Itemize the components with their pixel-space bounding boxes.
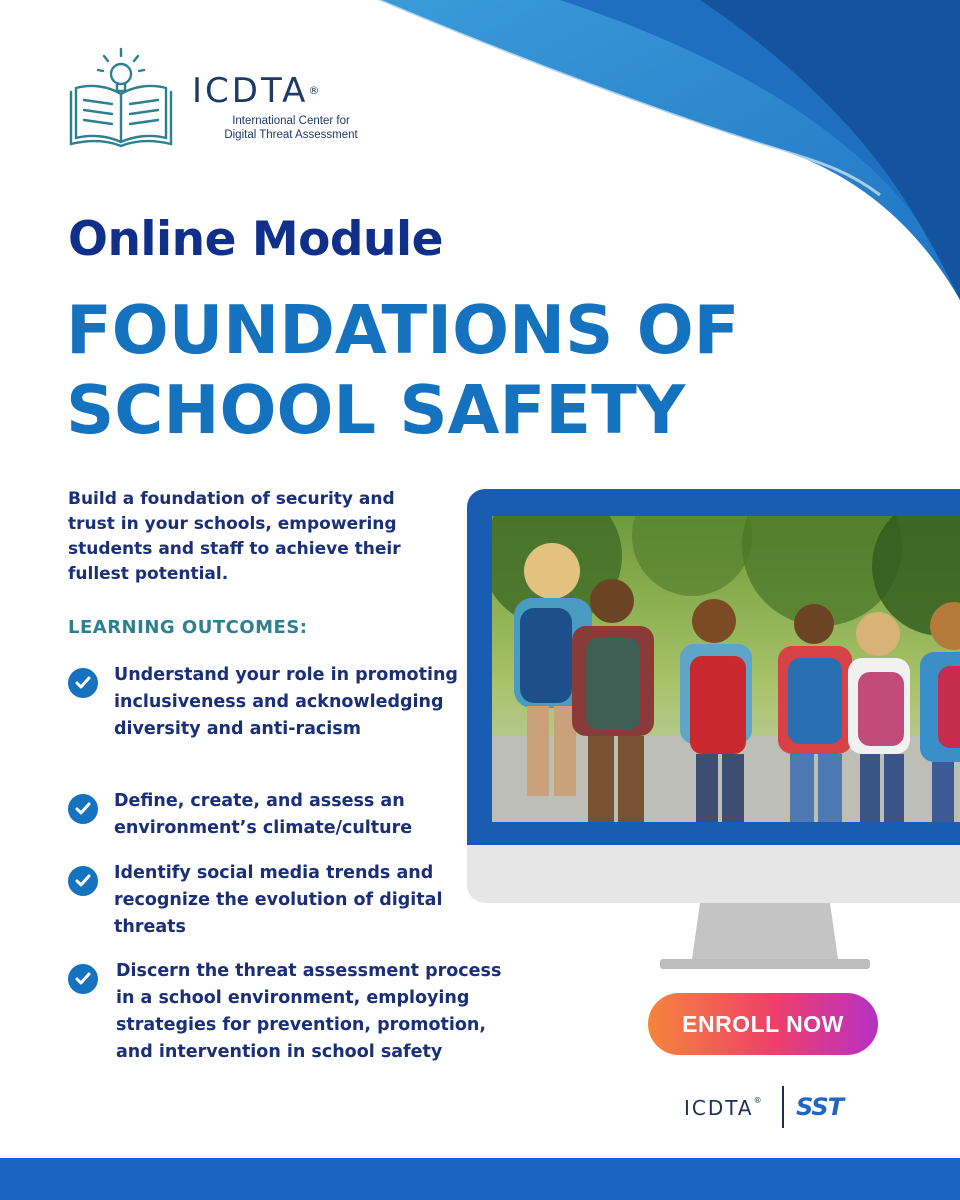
check-circle-icon bbox=[68, 668, 98, 698]
children-walking-photo bbox=[492, 516, 960, 822]
intro-text: Build a foundation of security and trust in your schools, empowering students and staff to achieve their fullest potential. bbox=[68, 489, 401, 584]
outcome-text: Discern the threat assessment process in a school environment, employing strategies for prevention, promotion, and intervention in school safety bbox=[116, 961, 502, 1062]
footer-logos bbox=[684, 1084, 864, 1130]
bottom-bar bbox=[0, 1158, 960, 1200]
outcome-text: Define, create, and assess an environment’s climate/culture bbox=[114, 791, 413, 838]
enroll-now-button[interactable]: ENROLL NOW bbox=[648, 993, 878, 1055]
brand-logo bbox=[66, 44, 366, 154]
check-circle-icon bbox=[68, 794, 98, 824]
outcome-text: Understand your role in promoting inclusiveness and acknowledging diversity and anti-racism bbox=[114, 665, 458, 739]
open-book-lightbulb-icon bbox=[66, 44, 176, 154]
brand-name: ICDTA® bbox=[192, 71, 320, 111]
monitor-stand bbox=[660, 903, 870, 969]
check-circle-icon bbox=[68, 866, 98, 896]
monitor-screen bbox=[492, 516, 960, 822]
footer-divider bbox=[782, 1086, 784, 1128]
course-title: FOUNDATIONS OF SCHOOL SAFETY bbox=[66, 291, 740, 449]
check-circle-icon bbox=[68, 964, 98, 994]
brand-subtitle: International Center for Digital Threat Assessment bbox=[224, 115, 358, 141]
partner-logo: SST bbox=[796, 1093, 844, 1121]
module-label: Online Module bbox=[68, 212, 443, 267]
outcome-text: Identify social media trends and recognize the evolution of digital threats bbox=[114, 863, 443, 937]
outcomes-heading: LEARNING OUTCOMES: bbox=[68, 617, 308, 638]
footer-brand: ICDTA® bbox=[684, 1096, 762, 1120]
monitor-chin bbox=[467, 845, 960, 903]
